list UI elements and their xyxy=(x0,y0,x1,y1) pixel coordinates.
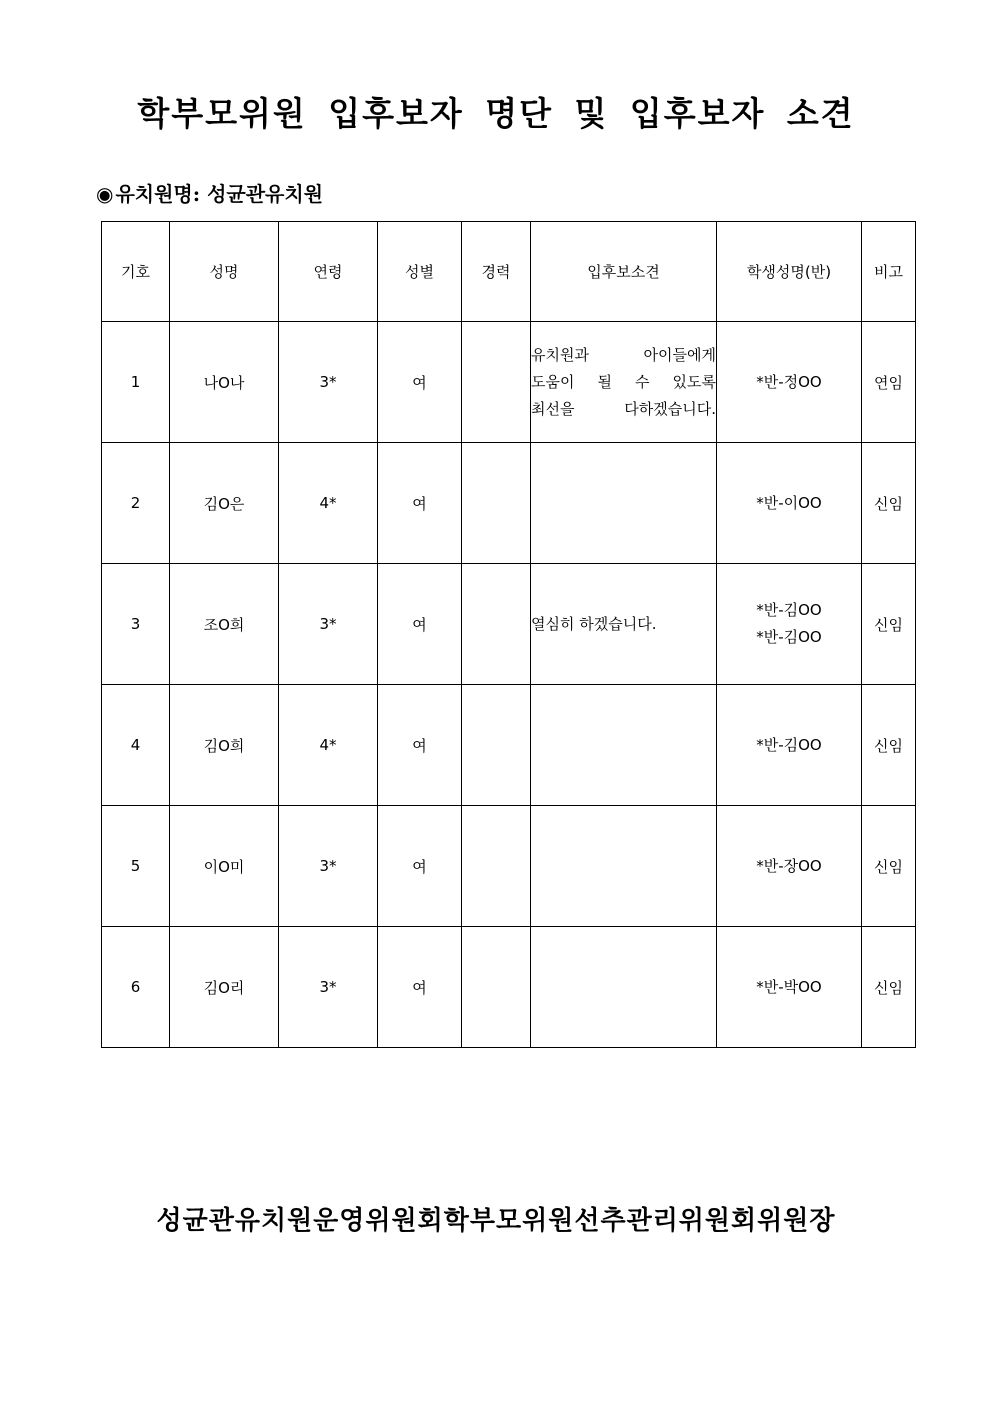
candidate-number: 6 xyxy=(102,927,170,1048)
candidate-gender: 여 xyxy=(378,685,462,806)
candidate-number: 2 xyxy=(102,443,170,564)
candidate-career xyxy=(462,806,531,927)
opinion-line: 열심히 하겠습니다. xyxy=(531,614,657,633)
candidate-number: 3 xyxy=(102,564,170,685)
candidate-student xyxy=(717,443,862,564)
candidate-note: 신임 xyxy=(862,806,916,927)
candidate-student xyxy=(717,322,862,443)
candidate-age: 3* xyxy=(279,927,378,1048)
opinion-line: 도움이 될 수 있도록 xyxy=(531,372,716,391)
candidate-gender: 여 xyxy=(378,927,462,1048)
candidate-gender: 여 xyxy=(378,806,462,927)
candidate-opinion xyxy=(531,685,717,806)
candidate-student xyxy=(717,927,862,1048)
candidate-name: 나O나 xyxy=(170,322,279,443)
candidate-gender: 여 xyxy=(378,443,462,564)
student-entry: *반-김OO xyxy=(756,601,822,619)
opinion-line: 최선을 다하겠습니다. xyxy=(531,399,716,418)
opinion-line: 유치원과 아이들에게 xyxy=(531,345,716,364)
candidate-gender: 여 xyxy=(378,564,462,685)
candidate-career xyxy=(462,927,531,1048)
candidate-number: 4 xyxy=(102,685,170,806)
candidate-student xyxy=(717,685,862,806)
candidate-career xyxy=(462,443,531,564)
header-name: 성명 xyxy=(170,222,279,322)
candidate-opinion xyxy=(531,322,717,443)
candidate-career xyxy=(462,685,531,806)
candidate-note: 신임 xyxy=(862,685,916,806)
kindergarten-name-line xyxy=(96,178,323,207)
header-student: 학생성명(반) xyxy=(717,222,862,322)
table-row xyxy=(102,685,916,806)
header-number: 기호 xyxy=(102,222,170,322)
header-opinion: 입후보소견 xyxy=(531,222,717,322)
candidate-age: 3* xyxy=(279,564,378,685)
candidate-name: 이O미 xyxy=(170,806,279,927)
table-row xyxy=(102,806,916,927)
student-entry: *반-이OO xyxy=(756,493,822,512)
candidate-student xyxy=(717,806,862,927)
candidate-gender: 여 xyxy=(378,322,462,443)
document-title: 학부모위원 입후보자 명단 및 입후보자 소견 xyxy=(137,94,855,133)
candidate-note: 신임 xyxy=(862,927,916,1048)
candidate-opinion xyxy=(531,806,717,927)
candidate-age: 4* xyxy=(279,685,378,806)
candidate-student xyxy=(717,564,862,685)
candidate-name: 조O희 xyxy=(170,564,279,685)
candidate-career xyxy=(462,322,531,443)
signature-line: 성균관유치원운영위원회학부모위원선추관리위원회위원장 xyxy=(156,1206,836,1236)
candidate-name: 김O희 xyxy=(170,685,279,806)
candidate-note: 신임 xyxy=(862,564,916,685)
candidate-opinion xyxy=(531,564,717,685)
candidate-age: 3* xyxy=(279,806,378,927)
candidate-note: 신임 xyxy=(862,443,916,564)
table-row xyxy=(102,322,916,443)
candidate-opinion xyxy=(531,927,717,1048)
table-row xyxy=(102,927,916,1048)
candidate-career xyxy=(462,564,531,685)
table-header-row xyxy=(102,222,916,322)
header-note: 비고 xyxy=(862,222,916,322)
table-row xyxy=(102,443,916,564)
student-entry: *반-김OO xyxy=(756,628,822,646)
candidate-table xyxy=(101,221,916,1048)
bullet-icon: ◉ xyxy=(96,182,114,206)
candidate-name: 김O리 xyxy=(170,927,279,1048)
header-age: 연령 xyxy=(279,222,378,322)
student-entry: *반-김OO xyxy=(756,735,822,754)
candidate-age: 4* xyxy=(279,443,378,564)
candidate-note: 연임 xyxy=(862,322,916,443)
student-entry: *반-장OO xyxy=(756,856,822,875)
candidate-number: 5 xyxy=(102,806,170,927)
kindergarten-label: 유치원명: xyxy=(115,182,201,206)
candidate-opinion xyxy=(531,443,717,564)
student-entry: *반-박OO xyxy=(756,977,822,996)
candidate-age: 3* xyxy=(279,322,378,443)
header-career: 경력 xyxy=(462,222,531,322)
student-entry: *반-정OO xyxy=(756,372,822,391)
candidate-name: 김O은 xyxy=(170,443,279,564)
table-row xyxy=(102,564,916,685)
header-gender: 성별 xyxy=(378,222,462,322)
kindergarten-name: 성균관유치원 xyxy=(207,182,324,206)
candidate-number: 1 xyxy=(102,322,170,443)
